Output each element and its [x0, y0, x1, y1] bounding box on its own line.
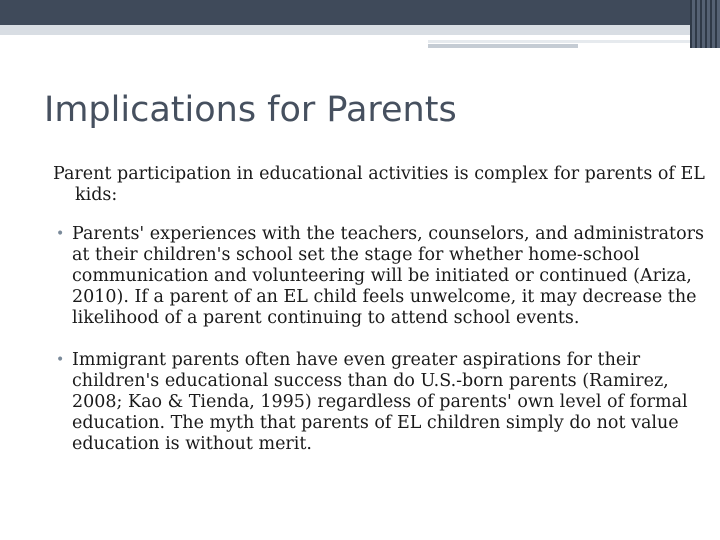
accent-line — [428, 40, 720, 43]
bullet-list — [50, 224, 710, 455]
top-bar-shadow — [0, 25, 720, 35]
bullet-text: Parents' experiences with the teachers, counselors, and administrators at their children's school set the stage for whether home-school communication and volunteering will be initiated or continued (Ariza, 2010). If a parent of an EL child feels unwelcome, it may decrease the likelihood of a parent continuing to attend school events. — [72, 224, 704, 328]
bullet-text: Immigrant parents often have even greater aspirations for their children's educational success than do U.S.-born parents (Ramirez, 2008; Kao & Tienda, 1995) regardless of parents' own level of formal education. The myth that parents of EL children simply do not value education is without merit. — [72, 350, 688, 454]
bullet-icon: • — [56, 226, 65, 242]
bullet-item — [50, 224, 710, 329]
bullet-icon: • — [56, 352, 65, 368]
bullet-item — [50, 350, 710, 455]
accent-bar — [428, 44, 578, 48]
slide-body — [50, 164, 710, 476]
slide-title: Implications for Parents — [44, 90, 457, 130]
top-bar — [0, 0, 720, 25]
intro-paragraph: Parent participation in educational activities is complex for parents of EL kids: — [53, 164, 705, 205]
corner-stripes — [690, 0, 720, 48]
